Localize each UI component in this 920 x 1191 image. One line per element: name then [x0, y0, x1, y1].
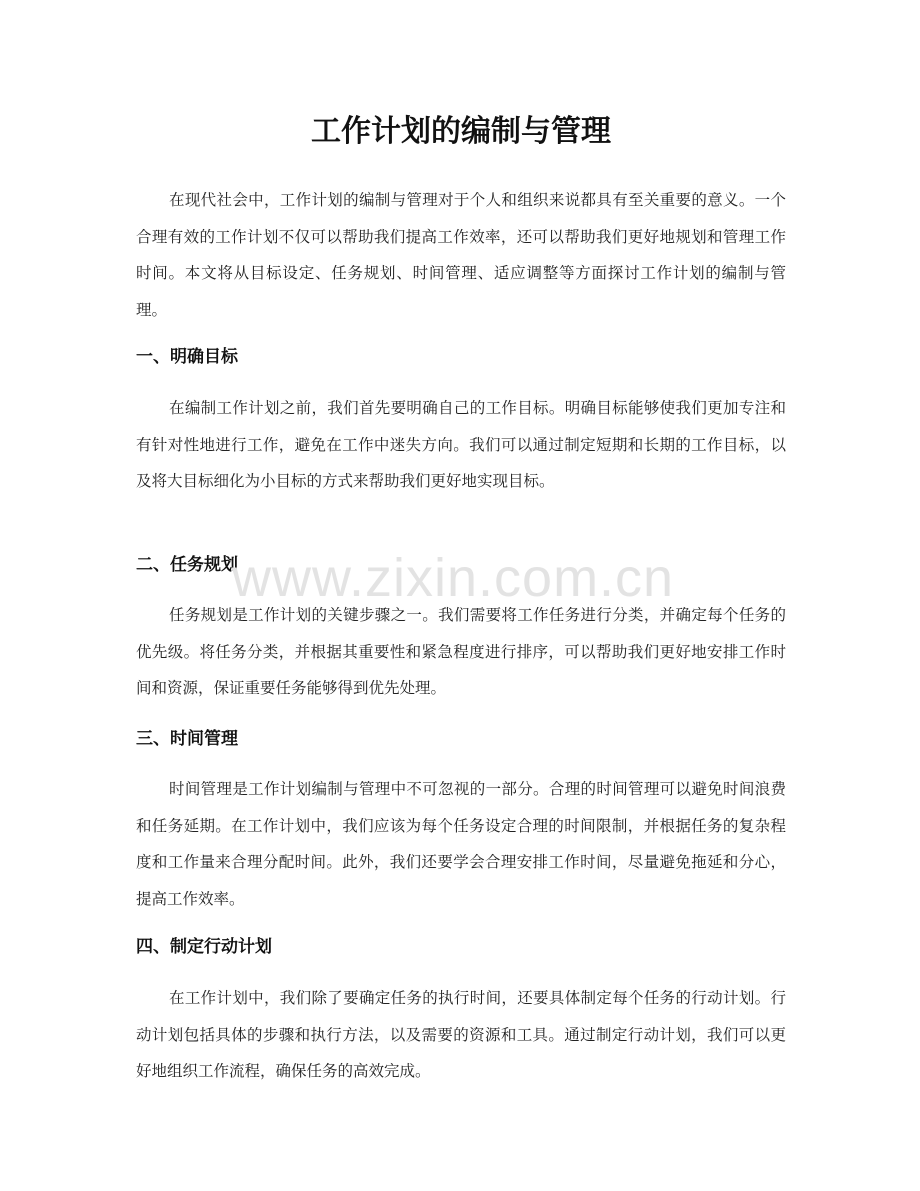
section-heading-action: 四、制定行动计划: [136, 937, 272, 957]
section-body-time: 时间管理是工作计划编制与管理中不可忽视的一部分。合理的时间管理可以避免时间浪费和任务延期。在工作计划中，我们应该为每个任务设定合理的时间限制，并根据任务的复杂程度和工作量来合理分配时间。此外，我们还要学会合理安排工作时间，尽量避免拖延和分心，提高工作效率。: [136, 780, 786, 908]
document-title: 工作计划的编制与管理: [311, 114, 611, 149]
section-heading-tasks: 二、任务规划: [136, 555, 238, 575]
section-body-tasks: 任务规划是工作计划的关键步骤之一。我们需要将工作任务进行分类，并确定每个任务的优先级。将任务分类，并根据其重要性和紧急程度进行排序，可以帮助我们更好地安排工作时间和资源，保证重要任务能够得到优先处理。: [136, 606, 786, 697]
section-heading-time: 三、时间管理: [136, 729, 238, 749]
watermark: www.zixin.com.cn: [232, 548, 675, 608]
section-heading-goals: 一、明确目标: [136, 347, 238, 367]
section-body-goals: 在编制工作计划之前，我们首先要明确自己的工作目标。明确目标能够使我们更加专注和有针对性地进行工作，避免在工作中迷失方向。我们可以通过制定短期和长期的工作目标，以及将大目标细化为小目标的方式来帮助我们更好地实现目标。: [136, 399, 786, 490]
section-body-action: 在工作计划中，我们除了要确定任务的执行时间，还要具体制定每个任务的行动计划。行动计划包括具体的步骤和执行方法，以及需要的资源和工具。通过制定行动计划，我们可以更好地组织工作流程，确保任务的高效完成。: [136, 989, 786, 1080]
intro-paragraph: 在现代社会中，工作计划的编制与管理对于个人和组织来说都具有至关重要的意义。一个合理有效的工作计划不仅可以帮助我们提高工作效率，还可以帮助我们更好地规划和管理工作时间。本文将从目标设定、任务规划、时间管理、适应调整等方面探讨工作计划的编制与管理。: [136, 191, 786, 319]
